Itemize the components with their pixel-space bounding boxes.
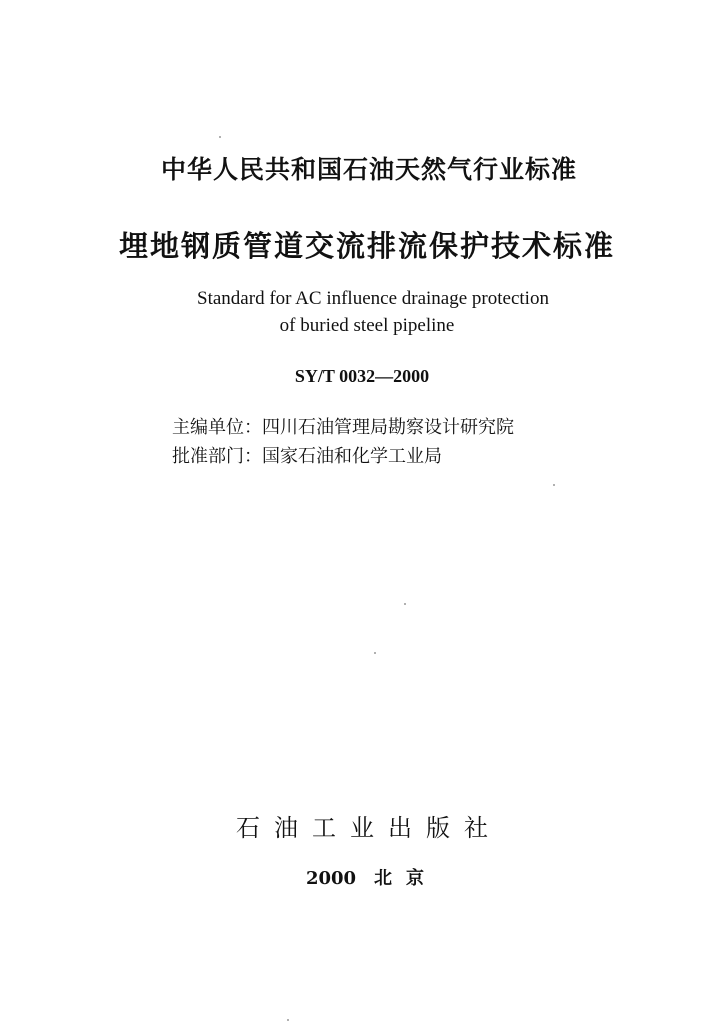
approving-department: 批准部门：国家石油和化学工业局 bbox=[172, 446, 442, 467]
standard-code: SY/T 0032—2000 bbox=[294, 366, 430, 386]
industry-standard-heading: 中华人民共和国石油天然气行业标准 bbox=[160, 155, 577, 184]
scan-speck bbox=[287, 1019, 289, 1021]
publication-line bbox=[0, 864, 724, 890]
standard-title-english-line1: Standard for AC influence drainage protection bbox=[197, 288, 549, 309]
publication-city: 北京 bbox=[374, 868, 439, 889]
editor-unit: 主编单位：四川石油管理局勘察设计研究院 bbox=[172, 417, 514, 438]
standard-title-english-line2: of buried steel pipeline bbox=[279, 315, 455, 336]
publication-year: 2000 bbox=[305, 868, 357, 889]
scan-speck bbox=[553, 484, 555, 486]
scan-speck bbox=[404, 603, 406, 605]
scan-speck bbox=[219, 136, 221, 138]
standard-title-chinese: 埋地钢质管道交流排流保护技术标准 bbox=[118, 229, 615, 263]
scan-speck bbox=[374, 652, 376, 654]
publisher-name: 石油工业出版社 bbox=[236, 814, 502, 842]
